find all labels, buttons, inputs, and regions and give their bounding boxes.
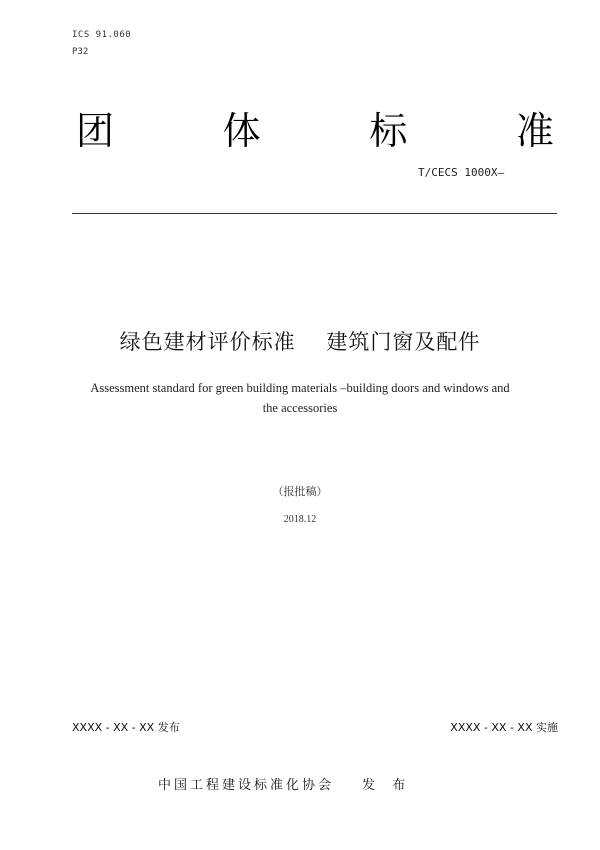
- issue-date: XXXX - XX - XX 发布: [72, 721, 180, 734]
- publisher-action: 发 布: [362, 778, 409, 793]
- document-type-char: 标: [369, 109, 408, 153]
- english-title: [60, 378, 540, 418]
- ics-code: ICS 91.060: [72, 30, 132, 40]
- english-title-line: the accessories: [262, 401, 338, 415]
- draft-status: （报批稿）: [272, 485, 328, 498]
- publisher-name: 中国工程建设标准化协会: [158, 778, 335, 793]
- chinese-title: 绿色建材评价标准 建筑门窗及配件: [119, 330, 481, 354]
- publisher-line: [158, 774, 408, 793]
- ccs-code: P32: [72, 47, 89, 57]
- english-title-line: Assessment standard for green building materials –building doors and windows and: [90, 381, 510, 395]
- standard-number: T/CECS 1000X—: [418, 166, 505, 179]
- document-type-char: 团: [76, 109, 115, 153]
- draft-date: 2018.12: [283, 514, 317, 525]
- implementation-date: XXXX - XX - XX 实施: [450, 721, 558, 734]
- header-divider: [72, 213, 557, 214]
- document-type-char: 准: [515, 109, 554, 153]
- document-type-char: 体: [222, 109, 261, 153]
- document-type-heading: [76, 106, 554, 156]
